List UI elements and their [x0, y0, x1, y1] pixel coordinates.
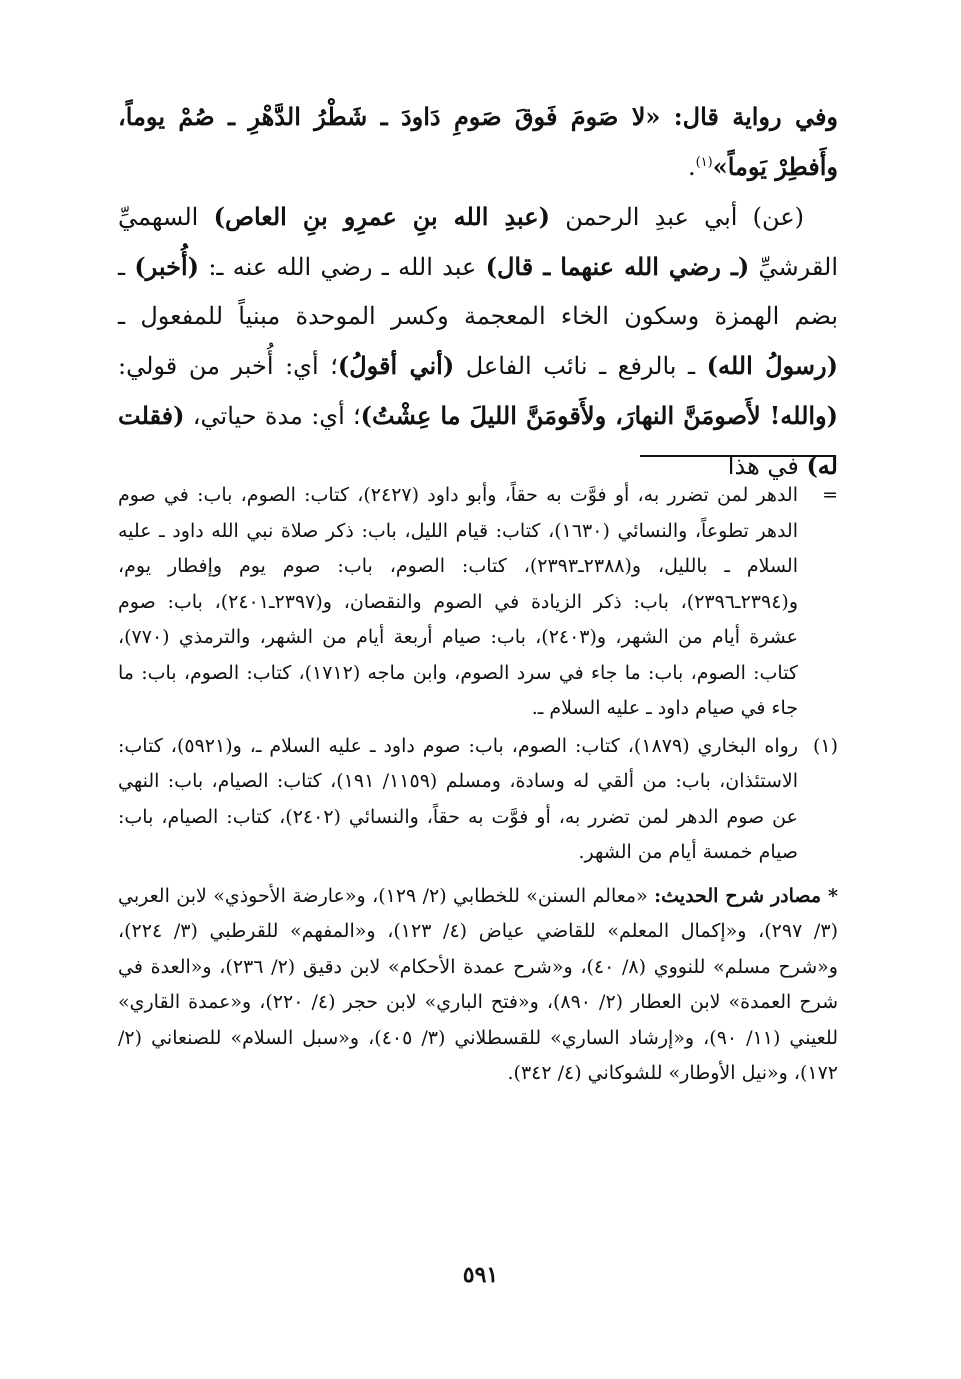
- hadith-quote: «لا صَومَ فَوقَ صَومِ دَاودَ ـ شَطْرُ الدَّهْرِ ـ صُمْ يوماً، وأَفطِرْ يَوماً»: [118, 102, 838, 181]
- continuation-marker: =: [822, 484, 838, 506]
- hadith-commentary-sources: [118, 879, 838, 1092]
- matn-phrase: (فقلت له): [118, 401, 838, 480]
- sentence-end: .: [687, 153, 696, 181]
- commentary-text: (عن) أبي عبدِ الرحمن: [549, 203, 805, 231]
- footnote-number: (١): [812, 734, 838, 757]
- main-text: [118, 92, 838, 491]
- commentary-text: عبد الله ـ رضي الله عنه ـ:: [199, 253, 486, 281]
- paragraph-commentary: [118, 192, 838, 491]
- page-number: ٥٩١: [462, 1262, 499, 1288]
- paragraph-hadith-narration: [118, 92, 838, 192]
- footnotes: [118, 478, 838, 1092]
- footnote-text: رواه البخاري (١٨٧٩)، كتاب: الصوم، باب: صوم داود ـ عليه السلام ـ، و(٥٩٢١)، كتاب: الاستئذان، باب: من ألقي له وسادة، ومسلم (١١٥٩/ ١٩١)، كتاب: الصيام، باب: النهي عن صوم الدهر لمن تضرر به، أو فوَّت به حقاً، والنسائي (٢٤٠٢)، كتاب: الصيام، باب: صيام خمسة أيام من الشهر.: [118, 734, 798, 863]
- sources-list: «معالم السنن» للخطابي (٢/ ١٢٩)، و«عارضة الأحوذي» لابن العربي (٣/ ٢٩٧)، و«إكمال المعلم» للقاضي عياض (٤/ ١٢٣)، و«المفهم» للقرطبي (٣/ ٢٢٤)، و«شرح مسلم» للنووي (٨/ ٤٠)، و«شرح عمدة الأحكام» لابن دقيق (٢/ ٢٣٦)، و«العدة في شرح العمدة» لابن العطار (٢/ ٨٩٠)، و«فتح الباري» لابن حجر (٤/ ٢٢٠)، و«عمدة القاري» للعيني (١١/ ٩٠)، و«إرشاد الساري» للقسطلاني (٣/ ٤٠٥)، و«سبل السلام» للصنعاني (٢/ ١٧٢)، و«نيل الأوطار» للشوكاني (٤/ ٣٤٢).: [118, 884, 838, 1084]
- footnote-1: [118, 729, 838, 871]
- matn-phrase: (والله! لأَصومَنَّ النهارَ، ولأَقومَنَّ الليلَ ما عِشْتُ): [360, 401, 839, 430]
- sources-heading: * مصادر شرح الحديث:: [654, 884, 838, 907]
- commentary-text: ؛ أي: أُخبر من قولي:: [118, 352, 338, 380]
- footnote-text: الدهر لمن تضرر به، أو فوَّت به حقاً، وأبو داود (٢٤٢٧)، كتاب: الصوم، باب: في صوم الدهر تطوعاً، والنسائي (١٦٣٠)، كتاب: قيام الليل، باب: ذكر صلاة نبي الله داود ـ عليه السلام ـ بالليل، و(٢٣٨٨ـ٢٣٩٣)، كتاب: الصوم، باب: صوم يوم وإفطار يوم، و(٢٣٩٤ـ٢٣٩٦)، باب: ذكر الزيادة في الصوم والنقصان، و(٢٣٩٧ـ٢٤٠١)، باب: صوم عشرة أيام من الشهر، و(٢٤٠٣)، باب: صيام أربعة أيام من الشهر، والترمذي (٧٧٠)، كتاب: الصوم، باب: ما جاء في سرد الصوم، وابن ماجه (١٧١٢)، كتاب: الصوم، باب: ما جاء في صيام داود ـ عليه السلام ـ.: [118, 484, 799, 719]
- matn-phrase: (أُخبر): [134, 252, 200, 281]
- matn-phrase: (أني أقولُ): [337, 351, 455, 380]
- commentary-text: ـ بالرفع ـ نائب الفاعل: [454, 352, 707, 380]
- commentary-text: ـ بضم الهمزة وسكون الخاء المعجمة وكسر الموحدة مبنياً للمفعول ـ: [118, 253, 838, 330]
- footnote-continuation: [118, 478, 838, 727]
- matn-phrase: (ـ رضي الله عنهما ـ قال): [485, 252, 750, 281]
- footnote-reference-1: (١): [695, 155, 713, 170]
- footnote-separator: [640, 455, 836, 457]
- narrator-name: (عبدِ الله بنِ عمرِو بنِ العاص): [213, 202, 550, 231]
- commentary-text: في هذا: [727, 452, 807, 480]
- commentary-text: ؛ أي: مدة حياتي،: [184, 402, 361, 430]
- narration-lead: وفي رواية قال:: [660, 102, 839, 131]
- commentary-text: السهميِّ القرشيِّ: [118, 203, 839, 281]
- matn-phrase: (رسولُ الله): [706, 351, 838, 380]
